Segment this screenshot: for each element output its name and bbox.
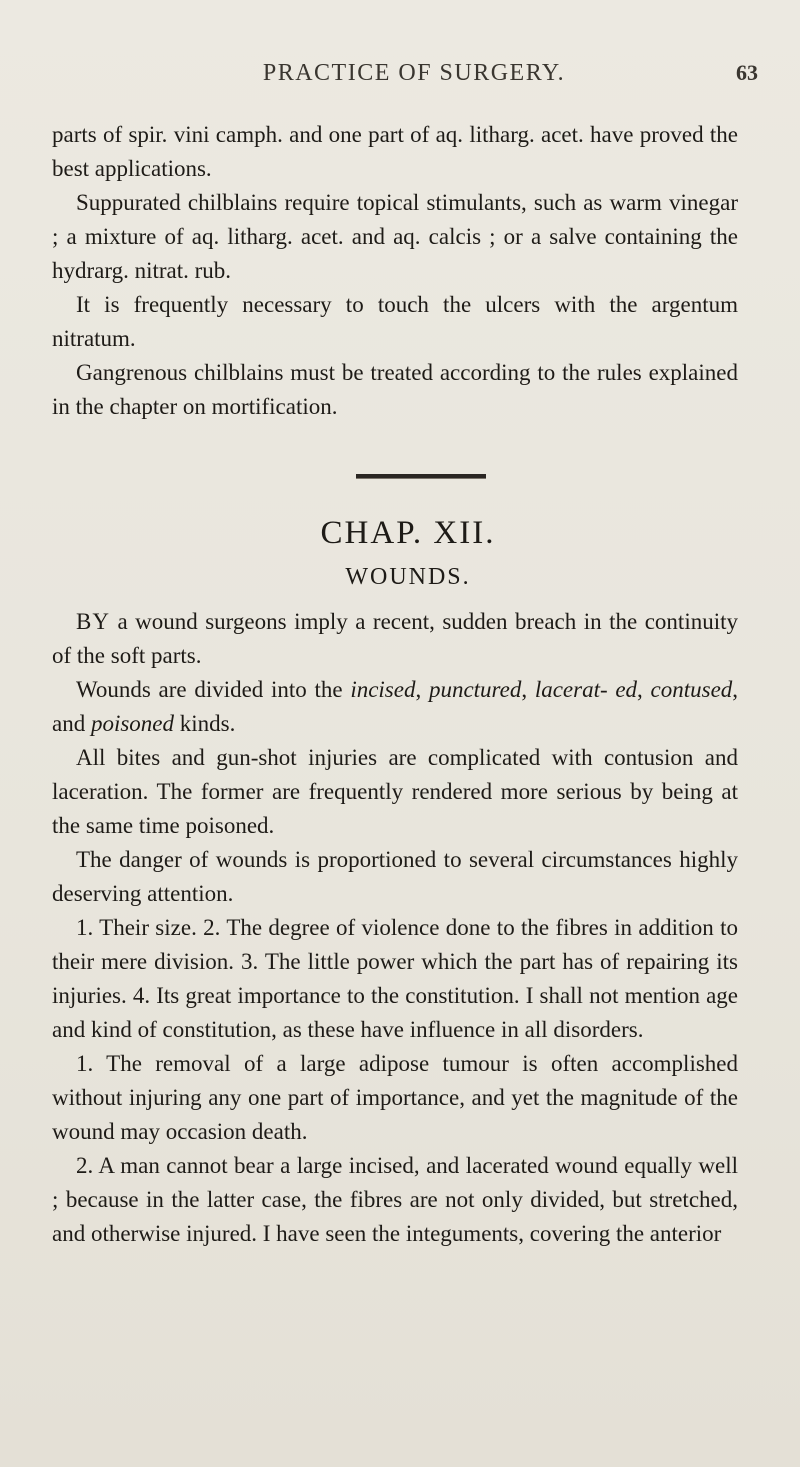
term-lacerated: lacerat- ed [534,677,638,702]
paragraph-enumeration: 1. Their size. 2. The degree of violence done to the fibres in addition to their mere division. 3. The little power which the part has of repairing its injuries. 4. Its great importance to the constitution. I shall not mention age and kind of constitution, as these have influence in all disorders. [52,915,738,1042]
division-text-end: kinds. [174,711,236,736]
term-poisoned: poisoned [90,711,175,736]
paragraph-incised-lacerated: 2. A man cannot bear a large incised, and lacerated wound equally well ; because in the latter case, the fibres are not only divided, but stretched, and otherwise injured. I have seen the integuments, covering the anterior [52,1153,738,1246]
chapter-divider-rule [356,474,486,479]
paragraph-danger: The danger of wounds is proportioned to several circumstances highly deserving attention. [52,847,738,906]
paragraph-suppurated-chilblains: Suppurated chilblains require topical stimulants, such as warm vinegar ; a mixture of aq. litharg. acet. and aq. calcis ; or a salve containing the hydrarg. nitrat. rub. [52,190,738,283]
division-separator: , [521,677,535,702]
paragraph-definition [52,605,738,673]
running-title: PRACTICE OF SURGERY. [262,60,566,86]
body-text-wounds [52,605,738,1251]
paragraph-bites-gunshot: All bites and gun-shot injuries are complicated with contusion and laceration. The former are frequently rendered more serious by being at the same time poisoned. [52,745,738,838]
paragraph-division [52,673,738,741]
term-incised: incised [350,677,416,702]
division-text: Wounds are divided into the [76,677,351,702]
division-separator: , [415,677,429,702]
chapter-heading: CHAP. XII. [320,515,496,551]
paragraph-adipose-tumour: 1. The removal of a large adipose tumour is often accomplished without injuring any one part of importance, and yet the magnitude of the wound may occasion death. [52,1051,738,1144]
running-head [52,0,758,118]
paragraph-ulcers: It is frequently necessary to touch the ulcers with the argentum nitratum. [52,292,738,351]
chapter-subject: WOUNDS. [345,564,471,590]
paragraph-continuation: parts of spir. vini camph. and one part of aq. litharg. acet. have proved the best applications. [52,122,738,181]
opening-word: BY [76,609,110,634]
body-text-top [52,118,738,424]
definition-text: a wound surgeons imply a recent, sudden breach in the continuity of the soft parts. [52,609,738,668]
division-separator: , [637,677,651,702]
term-punctured: punctured [428,677,522,702]
paragraph-gangrenous-chilblains: Gangrenous chilblains must be treated according to the rules explained in the chapter on mortification. [52,360,738,419]
page-number: 63 [736,60,758,85]
term-contused: contused [650,677,733,702]
division-separator: , and [52,677,739,736]
